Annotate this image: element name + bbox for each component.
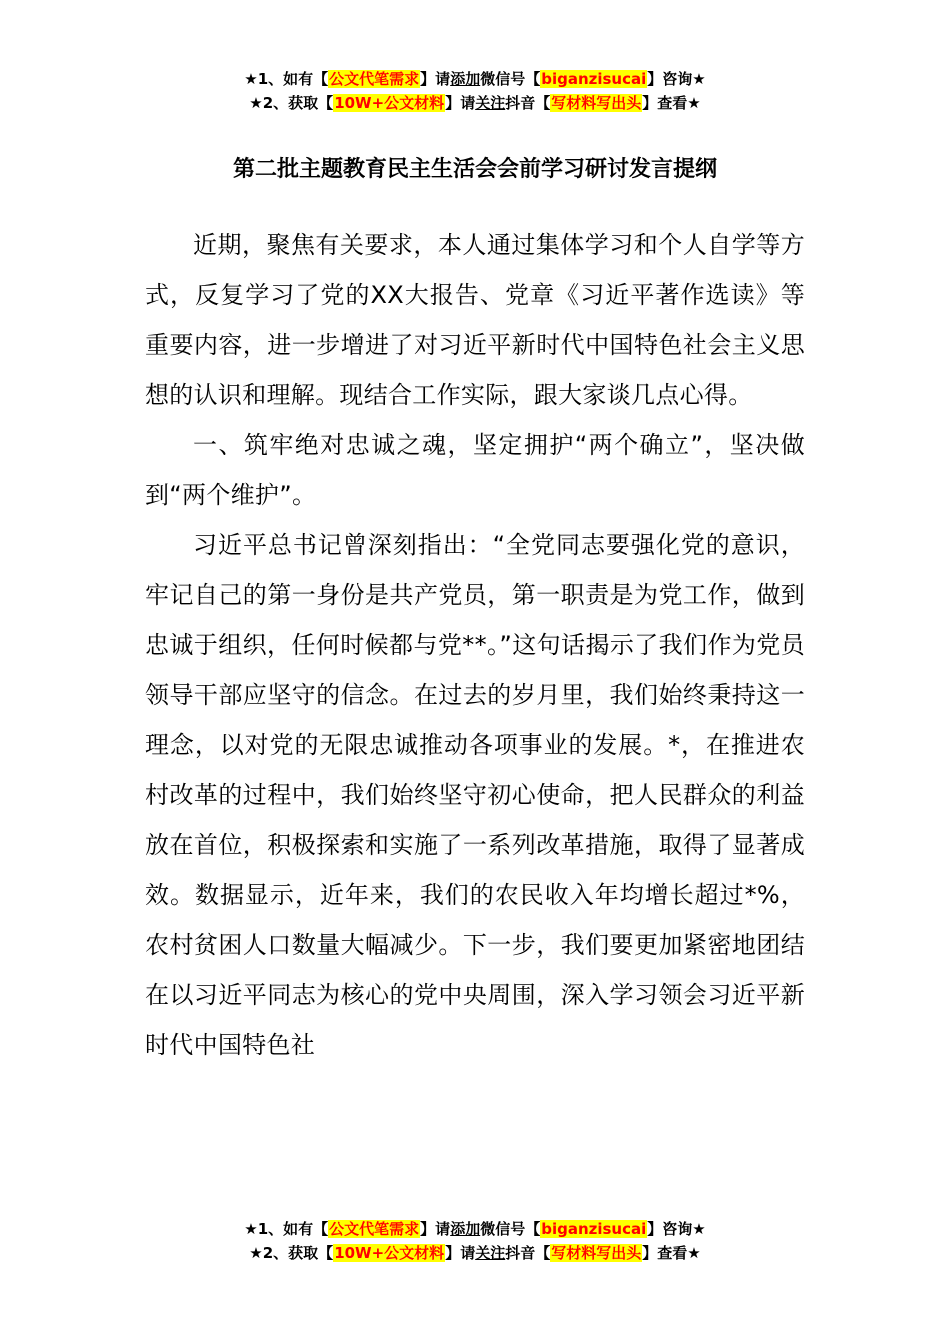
banner-highlight: biganzisucai	[541, 1220, 647, 1238]
banner-text: 】请	[445, 94, 476, 112]
banner-text: 微信号【	[480, 1220, 541, 1238]
banner-underline: 添加	[450, 70, 481, 88]
banner-text: 抖音【	[505, 1244, 551, 1262]
banner-highlight: 公文代笔需求	[329, 70, 420, 88]
banner-text: 】咨询★	[647, 70, 706, 88]
banner-underline: 添加	[450, 1220, 481, 1238]
banner-text: 】咨询★	[647, 1220, 706, 1238]
banner-highlight: 写材料写出头	[551, 1244, 642, 1262]
banner-text: 】请	[420, 1220, 451, 1238]
banner-text: 】请	[445, 1244, 476, 1262]
banner-text: 微信号【	[480, 70, 541, 88]
banner-highlight: 公文代笔需求	[329, 1220, 420, 1238]
banner-line-1	[0, 1217, 950, 1241]
banner-text: 抖音【	[505, 94, 551, 112]
banner-underline: 关注	[475, 1244, 506, 1262]
banner-text: ★2、获取【	[249, 1244, 334, 1262]
banner-line-2	[0, 1241, 950, 1265]
banner-text: 】查看★	[642, 94, 701, 112]
banner-highlight: 10W+公文材料	[334, 94, 445, 112]
banner-text: ★1、如有【	[244, 1220, 329, 1238]
banner-highlight: 写材料写出头	[551, 94, 642, 112]
banner-text: ★2、获取【	[249, 94, 334, 112]
banner-text: 】查看★	[642, 1244, 701, 1262]
document-body	[145, 220, 805, 1070]
paragraph-section-heading: 一、筑牢绝对忠诚之魂，坚定拥护“两个确立”，坚决做到“两个维护”。	[145, 431, 805, 509]
paragraph-intro: 近期，聚焦有关要求，本人通过集体学习和个人自学等方式，反复学习了党的XX大报告、党章《习近平著作选读》等重要内容，进一步增进了对习近平新时代中国特色社会主义思想的认识和理解。现结合工作实际，跟大家谈几点心得。	[145, 231, 805, 409]
paragraph-body: 习近平总书记曾深刻指出：“全党同志要强化党的意识，牢记自己的第一身份是共产党员，第一职责是为党工作，做到忠诚于组织，任何时候都与党**。”这句话揭示了我们作为党员领导干部应坚守的信念。在过去的岁月里，我们始终秉持这一理念，以对党的无限忠诚推动各项事业的发展。*，在推进农村改革的过程中，我们始终坚守初心使命，把人民群众的利益放在首位，积极探索和实施了一系列改革措施，取得了显著成效。数据显示，近年来，我们的农民收入年均增长超过*%，农村贫困人口数量大幅减少。下一步，我们要更加紧密地团结在以习近平同志为核心的党中央周围，深入学习领会习近平新时代中国特色社	[145, 531, 805, 1059]
banner-highlight: biganzisucai	[541, 70, 647, 88]
banner-highlight: 10W+公文材料	[334, 1244, 445, 1262]
banner-underline: 关注	[475, 94, 506, 112]
footer-banner	[0, 1217, 950, 1265]
banner-line-2	[0, 91, 950, 115]
banner-line-1	[0, 67, 950, 91]
banner-text: ★1、如有【	[244, 70, 329, 88]
banner-text: 】请	[420, 70, 451, 88]
header-banner	[0, 67, 950, 115]
document-title: 第二批主题教育民主生活会会前学习研讨发言提纲	[232, 157, 717, 182]
